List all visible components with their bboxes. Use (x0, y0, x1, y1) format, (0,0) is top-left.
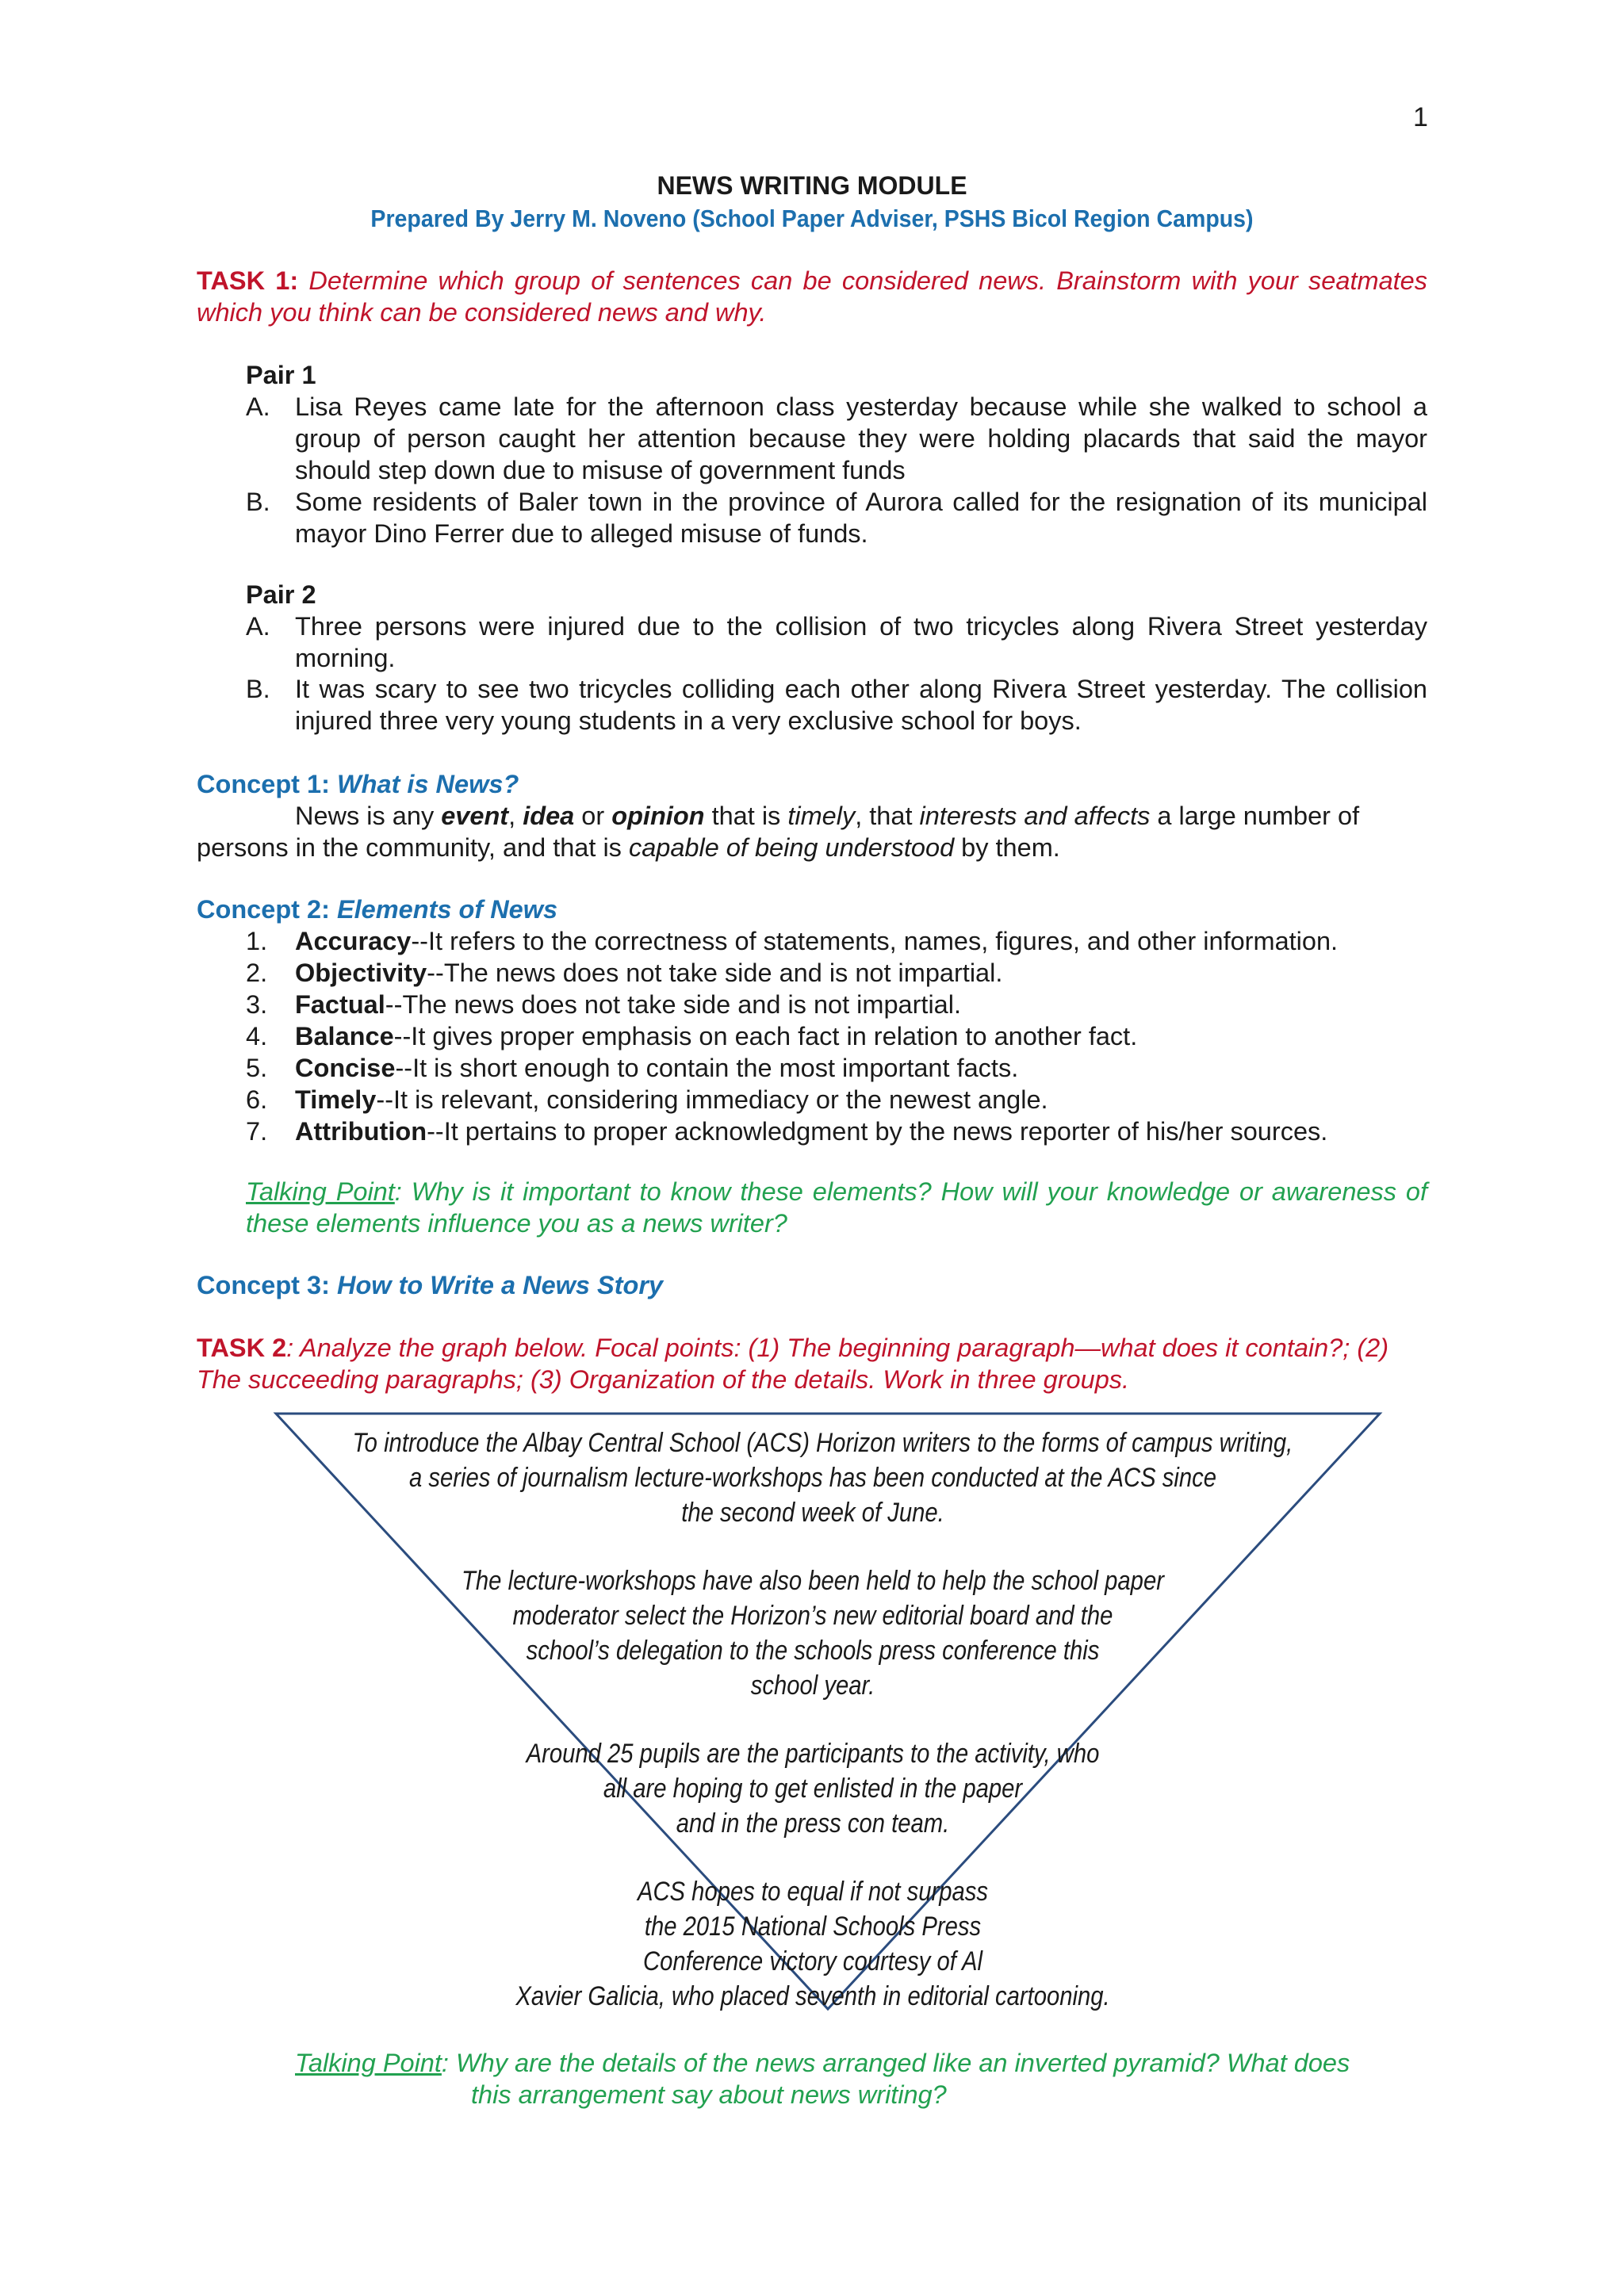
task1-label: TASK 1: (197, 266, 299, 295)
pyramid-fourth-paragraph (353, 1874, 1274, 2014)
definition-event: event (441, 802, 509, 830)
element-term: Factual (295, 990, 385, 1019)
pyramid-line: all are hoping to get enlisted in the paper (603, 1774, 1023, 1804)
document-byline: Prepared By Jerry M. Noveno (School Paper Adviser, PSHS Bicol Region Campus) (370, 205, 1254, 232)
element-term: Attribution (295, 1117, 427, 1146)
pyramid-line: the 2015 National Schools Press (644, 1911, 982, 1942)
pair1-item-a-text: Lisa Reyes came late for the afternoon class yesterday because while she walked to school a group of person caught her attention because they were holding placards that said the mayor should step down due to misuse of government funds (295, 392, 1427, 484)
talking-point-2-line2: this arrangement say about news writing? (471, 2080, 947, 2109)
element-number: 2. (246, 959, 268, 987)
element-description: --It pertains to proper acknowledgment by the news reporter of his/her sources. (427, 1117, 1328, 1146)
pyramid-line: school year. (750, 1670, 875, 1701)
definition-text: or (574, 802, 612, 830)
concept2-label: Concept 2: (197, 895, 330, 924)
pair2-heading: Pair 2 (246, 580, 316, 609)
element-number: 5. (246, 1054, 268, 1082)
concept3-label: Concept 3: (197, 1271, 330, 1299)
element-description: --It is relevant, considering immediacy or the newest angle. (376, 1085, 1048, 1114)
talking-point-2-line1: : Why are the details of the news arranged like an inverted pyramid? What does (441, 2049, 1350, 2077)
task2-label: TASK 2 (197, 1334, 287, 1362)
pyramid-line: Around 25 pupils are the participants to the activity, who (526, 1739, 1100, 1769)
element-number: 3. (246, 990, 268, 1019)
pair2-item-b-letter: B. (246, 675, 270, 703)
talking-point-1-label: Talking Point (246, 1177, 395, 1206)
pyramid-line: moderator select the Horizon’s new editorial board and the (512, 1601, 1113, 1631)
pyramid-third-paragraph (353, 1736, 1274, 1841)
pyramid-line: a series of journalism lecture-workshops has been conducted at the ACS since (409, 1463, 1216, 1493)
task2-text: : Analyze the graph below. Focal points: (1) The beginning paragraph—what does it contain?; (2) The succeeding paragraphs; (3) Organization of the details. Work in three groups. (197, 1334, 1389, 1394)
element-description: --The news does not take side and is not impartial. (427, 959, 1003, 987)
element-number: 4. (246, 1022, 268, 1050)
pyramid-line: To introduce the Albay Central School (ACS) Horizon writers to the forms of campus writing, (352, 1428, 1293, 1458)
concept1-label: Concept 1: (197, 770, 330, 798)
element-description: --The news does not take side and is not impartial. (385, 990, 962, 1019)
element-description: --It gives proper emphasis on each fact in relation to another fact. (393, 1022, 1138, 1050)
concept2-title: Elements of News (336, 895, 558, 924)
pair1-item-b-letter: B. (246, 488, 270, 516)
pair2-item-b-text: It was scary to see two tricycles colliding each other along Rivera Street yesterday. The collision injured three very young students in a very exclusive school for boys. (295, 675, 1427, 735)
pair2-item-a-text: Three persons were injured due to the collision of two tricycles along Rivera Street yesterday morning. (295, 612, 1427, 672)
talking-point-1-text: : Why is it important to know these elements? How will your knowledge or awareness of these elements influence you as a news writer? (246, 1177, 1427, 1238)
pair1-item-b-text: Some residents of Baler town in the province of Aurora called for the resignation of its municipal mayor Dino Ferrer due to alleged misuse of funds. (295, 488, 1427, 548)
pyramid-second-paragraph (353, 1563, 1274, 1703)
definition-text: , that (855, 802, 920, 830)
element-term: Objectivity (295, 959, 427, 987)
task1-text: Determine which group of sentences can be considered news. Brainstorm with your seatmates which you think can be considered news and why. (197, 266, 1427, 327)
element-number: 6. (246, 1085, 268, 1114)
element-number: 7. (246, 1117, 268, 1146)
definition-text: a large number of persons in the community, and that is (197, 802, 1360, 862)
definition-timely: timely (787, 802, 856, 830)
concept3-title: How to Write a News Story (336, 1271, 664, 1299)
definition-idea: idea (523, 802, 575, 830)
talking-point-2 (295, 2047, 1437, 2110)
definition-opinion: opinion (611, 802, 705, 830)
definition-text: by them. (954, 833, 1060, 862)
element-description: --It refers to the correctness of statements, names, figures, and other information. (411, 927, 1339, 955)
pyramid-lead-paragraph (352, 1425, 1293, 1530)
pyramid-line: school’s delegation to the schools press conference this (526, 1636, 1100, 1666)
pyramid-line: and in the press con team. (676, 1808, 950, 1839)
definition-text: , (508, 802, 523, 830)
pair1-item-a-letter: A. (246, 392, 270, 421)
pyramid-line: Xavier Galicia, who placed seventh in editorial cartooning. (515, 1981, 1110, 2011)
talking-point-2-label: Talking Point (295, 2049, 442, 2077)
pyramid-line: ACS hopes to equal if not surpass (637, 1877, 989, 1907)
element-term: Timely (295, 1085, 377, 1114)
pair2-item-a-letter: A. (246, 612, 270, 641)
element-term: Concise (295, 1054, 396, 1082)
pair1-heading: Pair 1 (246, 361, 316, 389)
pyramid-line: the second week of June. (681, 1498, 944, 1528)
pyramid-line: The lecture-workshops have also been held to help the school paper (462, 1566, 1164, 1596)
page-number: 1 (1413, 102, 1428, 132)
definition-interests: interests and affects (919, 802, 1151, 830)
concept1-title: What is News? (336, 770, 519, 798)
element-description: --It is short enough to contain the most important facts. (395, 1054, 1019, 1082)
element-term: Accuracy (295, 927, 412, 955)
document-title: NEWS WRITING MODULE (657, 171, 967, 200)
definition-text: that is (704, 802, 788, 830)
definition-capable: capable of being understood (628, 833, 955, 862)
element-term: Balance (295, 1022, 394, 1050)
definition-text: News is any (295, 802, 442, 830)
element-number: 1. (246, 927, 268, 955)
pyramid-line: Conference victory courtesy of Al (643, 1946, 982, 1976)
